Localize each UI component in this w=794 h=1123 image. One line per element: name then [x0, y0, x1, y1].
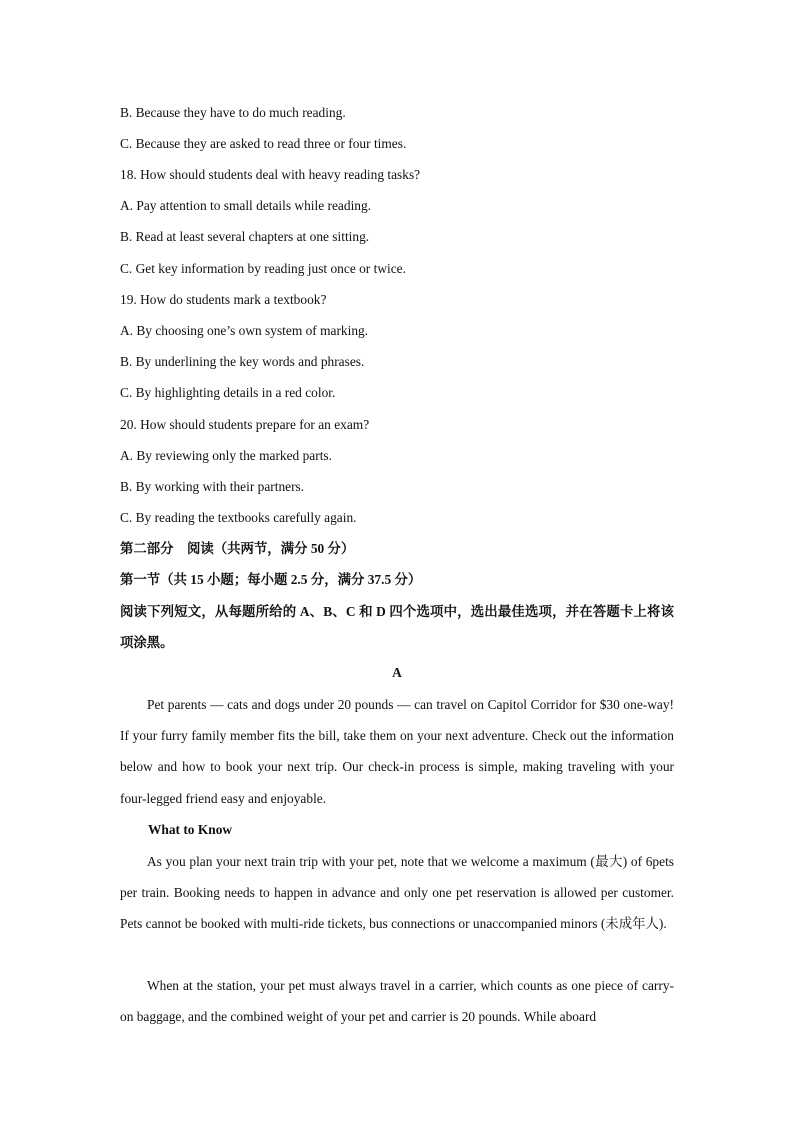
reading-instructions: 阅读下列短文，从每题所给的 A、B、C 和 D 四个选项中，选出最佳选项，并在答题卡上将该项涂黑。 [120, 604, 674, 650]
paragraph-3-text: When at the station, your pet must always travel in a carrier, which counts as one piece of carry-on baggage, and the combined weight of your pet and carrier is 20 pounds. While aboard [120, 978, 674, 1025]
option-19c: C. By highlighting details in a red color. [120, 385, 336, 400]
option-18c: C. Get key information by reading just once or twice. [120, 261, 406, 276]
option-18a: A. Pay attention to small details while reading. [120, 198, 372, 213]
option-20a: A. By reviewing only the marked parts. [120, 448, 332, 463]
option-19b: B. By underlining the key words and phrases. [120, 354, 365, 369]
paragraph-2-text: As you plan your next train trip with your pet, note that we welcome a maximum (最大) of 6pets per train. Booking needs to happen in advance and only one pet reservation is allowed per customer. Pets cannot be booked with multi-ride tickets, bus connections or unaccompanied minors (未成年人). [120, 854, 674, 932]
option-18b: B. Read at least several chapters at one sitting. [120, 229, 370, 244]
question-18: 18. How should students deal with heavy reading tasks? [120, 167, 421, 182]
subsection-title: 第一节（共 15 小题；每小题 2.5 分，满分 37.5 分） [120, 572, 422, 587]
option-17b: B. Because they have to do much reading. [120, 105, 346, 120]
part-title: 第二部分 阅读（共两节，满分 50 分） [120, 541, 355, 556]
section-heading: What to Know [148, 822, 233, 837]
passage-paragraph-1 [120, 689, 674, 814]
option-19a: A. By choosing one’s own system of marking. [120, 323, 369, 338]
question-19: 19. How do students mark a textbook? [120, 292, 327, 307]
passage-paragraph-3 [120, 970, 674, 1032]
paragraph-1-text: Pet parents — cats and dogs under 20 pounds — can travel on Capitol Corridor for $30 one-way! If your furry family member fits the bill, take them on your next adventure. Check out the information below and how to book your next trip. Our check-in process is simple, making traveling with your four-legged friend easy and enjoyable. [120, 697, 674, 806]
passage-label: A [392, 665, 402, 680]
option-20b: B. By working with their partners. [120, 479, 305, 494]
option-20c: C. By reading the textbooks carefully again. [120, 510, 357, 525]
option-17c: C. Because they are asked to read three or four times. [120, 136, 407, 151]
passage-paragraph-2 [120, 846, 674, 940]
question-20: 20. How should students prepare for an exam? [120, 417, 370, 432]
